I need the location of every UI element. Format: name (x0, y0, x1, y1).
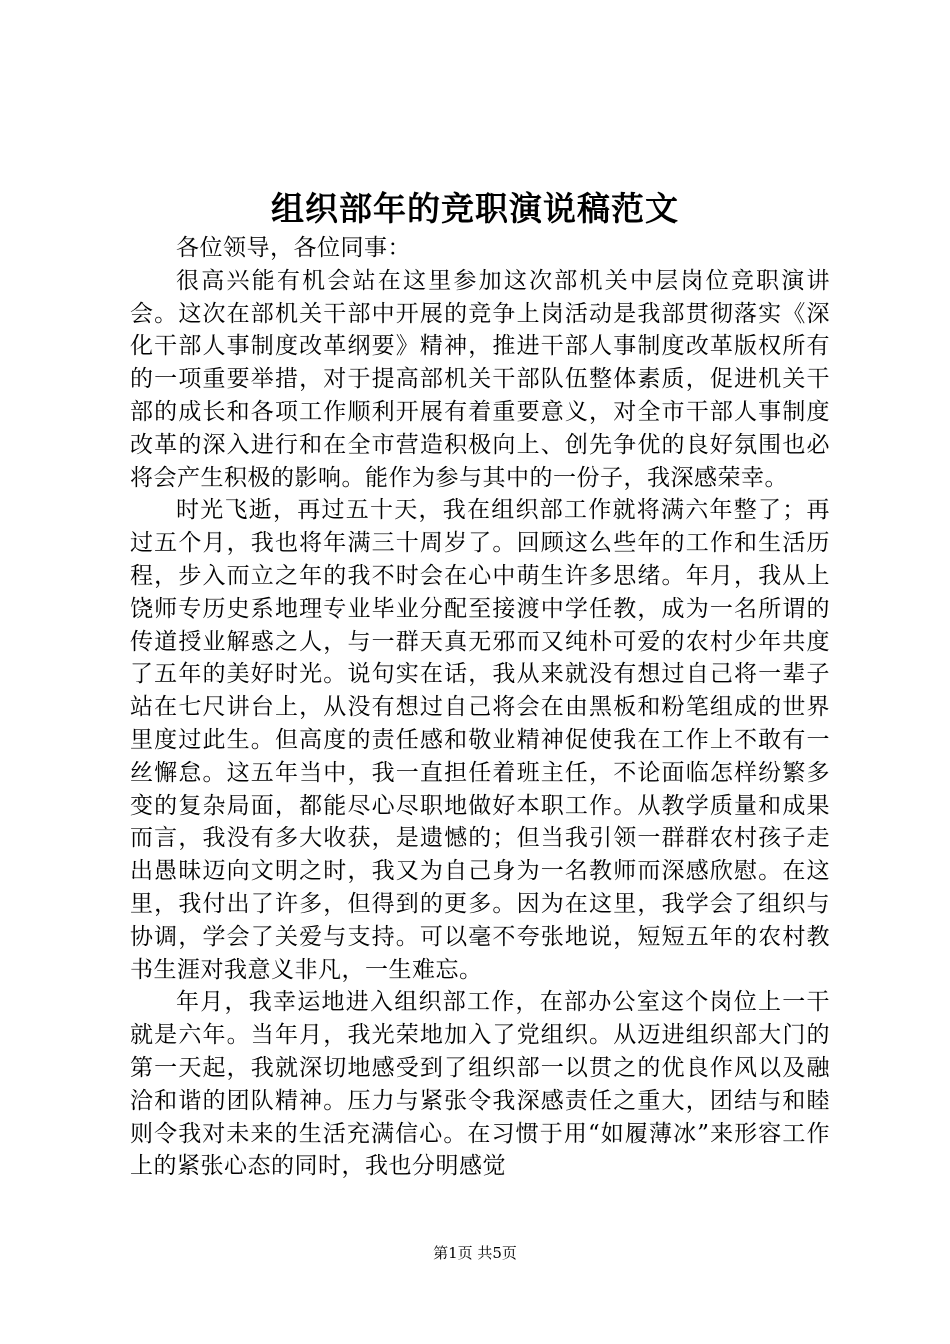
document-body (130, 232, 830, 1183)
page-footer (0, 1243, 950, 1263)
body-paragraph-1: 很高兴能有机会站在这里参加这次部机关中层岗位竞职演讲会。这次在部机关干部中开展的竞争上岗活动是我部贯彻落实《深化干部人事制度改革纲要》精神，推进干部人事制度改革版权所有的一项重要举措，对于提高部机关干部队伍整体素质，促进机关干部的成长和各项工作顺利开展有着重要意义，对全市干部人事制度改革的深入进行和在全市营造积极向上、创先争优的良好氛围也必将会产生积极的影响。能作为参与其中的一份子，我深感荣幸。 (130, 267, 830, 491)
body-paragraph-2: 时光飞逝，再过五十天，我在组织部工作就将满六年整了；再过五个月，我也将年满三十周岁了。回顾这么些年的工作和生活历程，步入而立之年的我不时会在心中萌生许多思绪。年月，我从上饶师专历史系地理专业毕业分配至接渡中学任教，成为一名所谓的传道授业解惑之人，与一群天真无邪而又纯朴可爱的农村少年共度了五年的美好时光。说句实在话，我从来就没有想过自己将一辈子站在七尺讲台上，从没有想过自己将会在由黑板和粉笔组成的世界里度过此生。但高度的责任感和敬业精神促使我在工作上不敢有一丝懈怠。这五年当中，我一直担任着班主任，不论面临怎样纷繁多变的复杂局面，都能尽心尽职地做好本职工作。从教学质量和成果而言，我没有多大收获，是遗憾的；但当我引领一群群农村孩子走出愚昧迈向文明之时，我又为自己身为一名教师而深感欣慰。在这里，我付出了许多，但得到的更多。因为在这里，我学会了组织与协调，学会了关爱与支持。可以毫不夸张地说，短短五年的农村教书生涯对我意义非凡，一生难忘。 (130, 497, 830, 983)
salutation-paragraph: 各位领导，各位同事： (176, 235, 411, 261)
page-number: 第1页 共5页 (433, 1244, 517, 1262)
document-title: 组织部年的竞职演说稿范文 (271, 189, 679, 228)
body-paragraph-3: 年月，我幸运地进入组织部工作，在部办公室这个岗位上一干就是六年。当年月，我光荣地加入了党组织。从迈进组织部大门的第一天起，我就深切地感受到了组织部一以贯之的优良作风以及融洽和谐的团队精神。压力与紧张令我深感责任之重大，团结与和睦则令我对未来的生活充满信心。在习惯于用“如履薄冰”来形容工作上的紧张心态的同时，我也分明感觉 (130, 989, 830, 1180)
